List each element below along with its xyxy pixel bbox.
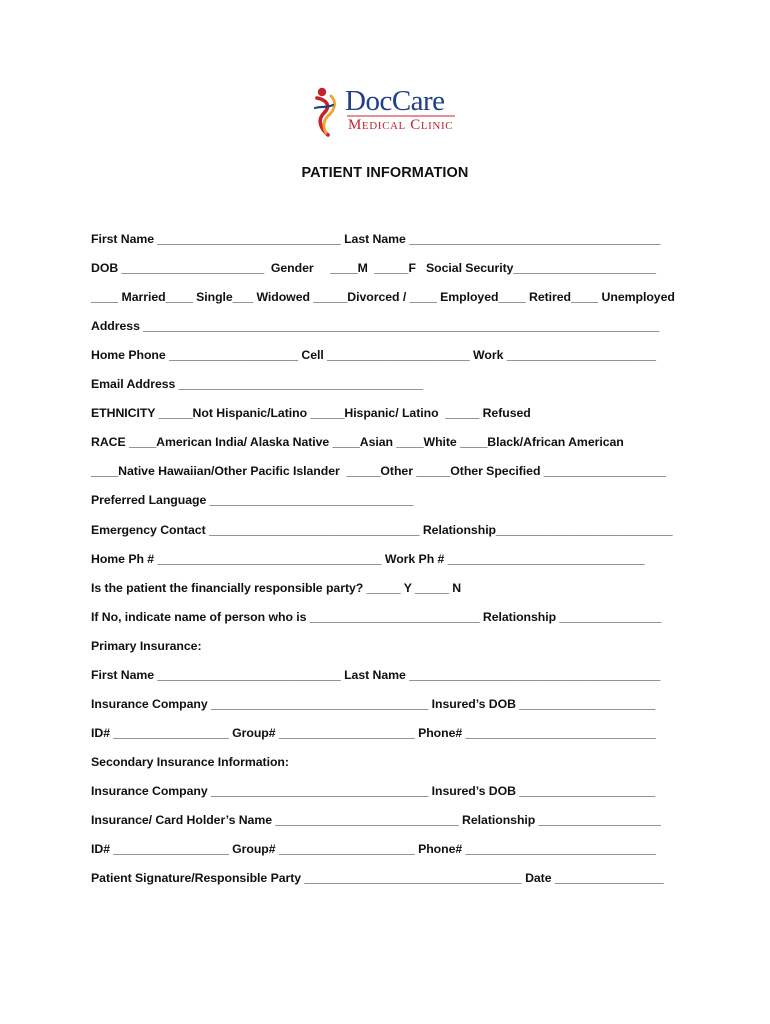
field-line-secondary-ids: ID# _________________ Group# ____________________ Phone# ____________________________	[91, 842, 656, 857]
logo-underline	[311, 86, 461, 138]
doccare-logo	[311, 86, 461, 138]
section-primary-insurance: Primary Insurance:	[91, 638, 202, 653]
field-line-primary-ids: ID# _________________ Group# ____________________ Phone# ____________________________	[91, 725, 656, 740]
field-line-primary-company: Insurance Company ________________________________ Insured’s DOB ____________________	[91, 696, 656, 711]
field-line-email: Email Address ____________________________________	[91, 377, 424, 392]
field-line-race-other: ____Native Hawaiian/Other Pacific Islander _____Other _____Other Specified __________________	[91, 464, 666, 479]
section-secondary-insurance: Secondary Insurance Information:	[91, 754, 289, 769]
field-line-card-holder: Insurance/ Card Holder’s Name ___________________________ Relationship __________________	[91, 813, 661, 827]
field-line-primary-name: First Name ___________________________ Last Name _____________________________________	[91, 667, 661, 682]
field-line-financially-responsible: Is the patient the financially responsible party? _____ Y _____ N	[91, 580, 462, 595]
field-line-signature: Patient Signature/Responsible Party ________________________________ Date ________________	[91, 871, 664, 886]
field-line-race: RACE ____American India/ Alaska Native ____Asian ____White ____Black/African American	[91, 435, 624, 450]
logo-wordmark: DocCare	[345, 85, 445, 117]
field-line-emergency-contact: Emergency Contact _______________________________ Relationship__________________________	[91, 522, 673, 537]
field-line-name: First Name ___________________________ Last Name _____________________________________	[91, 232, 661, 246]
field-line-ethnicity: ETHNICITY _____Not Hispanic/Latino _____Hispanic/ Latino _____ Refused	[91, 406, 531, 421]
field-line-secondary-company: Insurance Company ________________________________ Insured’s DOB ____________________	[91, 783, 656, 798]
field-line-preferred-language: Preferred Language ______________________________	[91, 493, 414, 508]
field-line-dob-gender-ssn: DOB _____________________ Gender ____M _____F Social Security_____________________	[91, 261, 657, 276]
field-line-marital-employment: ____ Married____ Single___ Widowed _____Divorced / ____ Employed____ Retired____ Unemployed	[91, 290, 675, 305]
field-line-emergency-phones: Home Ph # _________________________________ Work Ph # _____________________________	[91, 551, 645, 566]
form-title: PATIENT INFORMATION	[301, 165, 469, 181]
field-line-address: Address ____________________________________________________________________________	[91, 319, 660, 334]
logo-subtitle: Medical Clinic	[348, 117, 454, 133]
field-line-phones: Home Phone ___________________ Cell _____________________ Work ______________________	[91, 348, 657, 363]
field-line-responsible-person: If No, indicate name of person who is _________________________ Relationship _______________	[91, 609, 662, 624]
